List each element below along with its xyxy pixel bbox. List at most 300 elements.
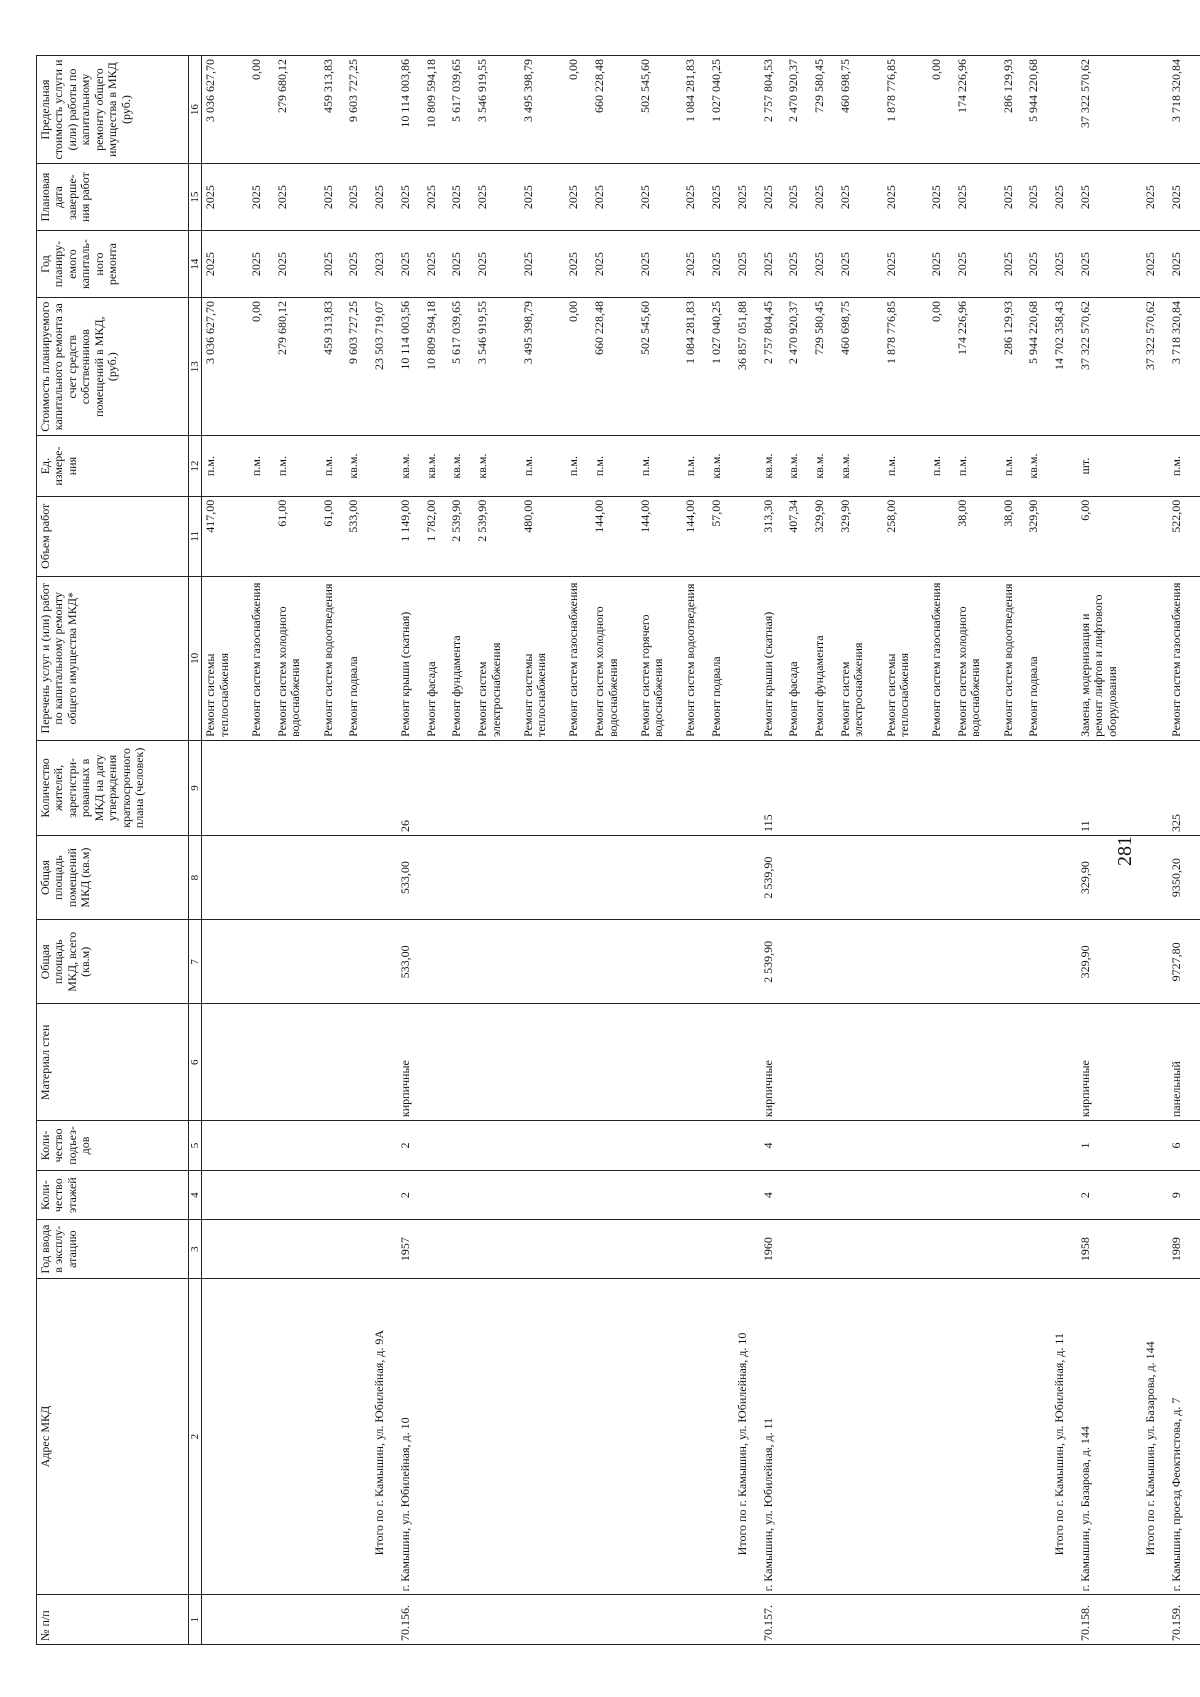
cell-unit [565, 436, 591, 496]
cell-end [1077, 164, 1142, 231]
subtotal-label: Итого по г. Камышин, ул. Юбилейная, д. 10 [734, 1332, 749, 1556]
cell-text: 174 226,96 [955, 301, 970, 356]
cell-text: 9 603 727,25 [346, 301, 361, 365]
cell-floors [1051, 1170, 1077, 1220]
cell-text: 2025 [592, 185, 607, 210]
cell-cost [883, 298, 929, 436]
cell-unit [591, 436, 637, 496]
cell-address [520, 1278, 566, 1595]
col-header: Год ввода в эксплу-атацию [37, 1220, 189, 1278]
cell-text: 1 084 281,83 [683, 301, 698, 365]
cell-address [1051, 1278, 1077, 1595]
cell-built [423, 1220, 449, 1278]
cell-floors [591, 1170, 637, 1220]
filler-cell [1194, 740, 1200, 835]
cell-address [423, 1278, 449, 1595]
cell-entrances [1077, 1121, 1142, 1171]
cell-no [811, 1595, 837, 1645]
cell-text: 2025 [423, 185, 438, 210]
cell-cost [1051, 298, 1077, 436]
cell-text: п.м. [274, 456, 289, 477]
cell-text: 70.156. [397, 1605, 412, 1641]
cell-text: кв.м. [1026, 453, 1041, 479]
cell-text: 459 313,83 [320, 59, 335, 113]
cell-end [1168, 164, 1194, 231]
cell-text: 1958 [1077, 1237, 1092, 1262]
table-row [682, 56, 708, 1645]
table-row [474, 56, 520, 1645]
cell-no [1051, 1595, 1077, 1645]
subtotal-label: Итого по г. Камышин, ул. Юбилейная, д. 9А [372, 1329, 387, 1556]
cell-residents [1051, 740, 1077, 835]
cell-cost [565, 298, 591, 436]
cell-residents [565, 740, 591, 835]
cell-no [883, 1595, 929, 1645]
cell-text: 3 546 919,55 [475, 59, 490, 122]
cell-limit [954, 56, 1000, 164]
cell-floors [345, 1170, 371, 1220]
cell-text: 2 [1077, 1192, 1092, 1199]
table-row [320, 56, 346, 1645]
col-header: Плановая дата заверше-ния работ [37, 164, 189, 231]
cell-entrances [248, 1121, 274, 1171]
work-item: Ремонт фасада [423, 661, 438, 737]
cell-floors [734, 1170, 760, 1220]
cell-built [1025, 1220, 1051, 1278]
work-item: Ремонт крыши (скатная) [760, 611, 775, 737]
cell-limit [1168, 56, 1194, 164]
cell-area-total [448, 920, 474, 1004]
cell-no [1168, 1595, 1194, 1645]
cell-limit [883, 56, 929, 164]
col-number: 7 [189, 920, 202, 1004]
cell-text: 3 546 919,55 [475, 301, 490, 365]
cell-end [708, 164, 734, 231]
cell-unit [785, 436, 811, 496]
cell-text: кв.м. [449, 453, 464, 479]
cell-text: 286 129,93 [1000, 301, 1015, 356]
cell-text: 2025 [397, 252, 412, 277]
cell-text: 729 580,45 [812, 59, 827, 113]
cell-area-rooms [397, 835, 423, 919]
cell-cost [734, 298, 760, 436]
cell-volume [928, 496, 954, 576]
cell-text: 10 114 003,56 [397, 301, 412, 370]
cell-text: 660 228,48 [592, 59, 607, 113]
cell-works [1025, 576, 1051, 740]
cell-text: 1989 [1169, 1237, 1184, 1262]
cell-unit [274, 436, 320, 496]
cell-entrances [1051, 1121, 1077, 1171]
cell-end [591, 164, 637, 231]
table-row [397, 56, 423, 1645]
cell-unit [1142, 436, 1168, 496]
cell-unit [1000, 436, 1026, 496]
work-item: Ремонт систем водоотведения [1000, 583, 1015, 737]
cell-unit [682, 436, 708, 496]
cell-built [1142, 1220, 1168, 1278]
cell-volume [954, 496, 1000, 576]
cell-no [734, 1595, 760, 1645]
cell-works [734, 576, 760, 740]
cell-unit [837, 436, 883, 496]
cell-material [423, 1004, 449, 1121]
cell-text: 2025 [475, 185, 490, 210]
table-row [734, 56, 760, 1645]
cell-volume [371, 496, 397, 576]
cell-floors [274, 1170, 320, 1220]
filler-cell [1194, 1004, 1200, 1121]
cell-text: 2025 [475, 252, 490, 277]
cell-floors [474, 1170, 520, 1220]
cell-text: 1 027 040,25 [709, 59, 724, 122]
cell-year [565, 231, 591, 298]
cell-residents [734, 740, 760, 835]
cell-year [837, 231, 883, 298]
cell-address [1142, 1278, 1168, 1595]
cell-area-total [811, 920, 837, 1004]
filler-cell [1194, 1121, 1200, 1171]
cell-text: п.м. [1000, 456, 1015, 477]
cell-area-rooms [637, 835, 683, 919]
cell-built [637, 1220, 683, 1278]
cell-end [1025, 164, 1051, 231]
cell-text: 2025 [786, 252, 801, 277]
cell-built [837, 1220, 883, 1278]
cell-material [637, 1004, 683, 1121]
cell-residents [520, 740, 566, 835]
cell-text: 10 809 594,18 [423, 301, 438, 371]
cell-text: 480,00 [520, 499, 535, 533]
cell-address [734, 1278, 760, 1595]
cell-no [1000, 1595, 1026, 1645]
cell-end [423, 164, 449, 231]
cell-text: шт. [1077, 457, 1092, 475]
cell-built [345, 1220, 371, 1278]
cell-volume [345, 496, 371, 576]
table-row [371, 56, 397, 1645]
cell-end [474, 164, 520, 231]
cell-cost [591, 298, 637, 436]
cell-works [397, 576, 423, 740]
cell-entrances [954, 1121, 1000, 1171]
cell-entrances [397, 1121, 423, 1171]
cell-text: 115 [760, 814, 775, 832]
cell-text: п.м. [249, 456, 264, 477]
cell-text: 2025 [346, 185, 361, 210]
cell-works [1000, 576, 1026, 740]
cell-cost [785, 298, 811, 436]
cell-volume [837, 496, 883, 576]
work-item: Ремонт систем водоотведения [683, 583, 698, 737]
cell-year [1168, 231, 1194, 298]
cell-text: 522,00 [1169, 499, 1184, 533]
col-header: Общая площадь помещений МКД (кв.м) [37, 835, 189, 919]
cell-volume [682, 496, 708, 576]
cell-area-rooms [320, 835, 346, 919]
cell-text: 2025 [592, 252, 607, 277]
cell-limit [682, 56, 708, 164]
col-header: Стоимость планируемого капитального ремонта за счет средств собственников помещений в МКД, (руб.) [37, 298, 189, 436]
cell-entrances [837, 1121, 883, 1171]
cell-text: 9350,20 [1169, 858, 1184, 898]
cell-works [565, 576, 591, 740]
cell-entrances [345, 1121, 371, 1171]
cell-entrances [1000, 1121, 1026, 1171]
cell-works [811, 576, 837, 740]
cell-volume [202, 496, 248, 576]
cell-built [274, 1220, 320, 1278]
work-item: Ремонт крыши (скатная) [397, 611, 412, 737]
cell-text: п.м. [683, 456, 698, 477]
cell-works [785, 576, 811, 740]
cell-text: 2025 [449, 252, 464, 277]
cell-unit [248, 436, 274, 496]
cell-limit [274, 56, 320, 164]
cell-text: 57,00 [709, 499, 724, 527]
cell-area-total [760, 920, 786, 1004]
cell-material [202, 1004, 248, 1121]
cell-material [320, 1004, 346, 1121]
cell-area-total [1168, 920, 1194, 1004]
cell-end [928, 164, 954, 231]
cell-text: 4 [760, 1192, 775, 1199]
cell-text: 2025 [449, 185, 464, 210]
cell-text: п.м. [520, 456, 535, 477]
cell-text: 36 857 051,88 [734, 301, 749, 371]
cell-works [708, 576, 734, 740]
cell-residents [1168, 740, 1194, 835]
cell-text: 502 545,60 [637, 59, 652, 113]
cell-end [345, 164, 371, 231]
cell-no [837, 1595, 883, 1645]
cell-year [811, 231, 837, 298]
cell-unit [734, 436, 760, 496]
table-row [637, 56, 683, 1645]
cell-year [734, 231, 760, 298]
cell-material [760, 1004, 786, 1121]
cell-area-rooms [682, 835, 708, 919]
cell-residents [474, 740, 520, 835]
cell-entrances [928, 1121, 954, 1171]
cell-end [760, 164, 786, 231]
cell-material [248, 1004, 274, 1121]
cell-area-rooms [811, 835, 837, 919]
work-item: Ремонт систем электроснабжения [475, 642, 503, 737]
cell-text: 2025 [372, 185, 387, 210]
table-row [248, 56, 274, 1645]
table-row [448, 56, 474, 1645]
cell-area-rooms [954, 835, 1000, 919]
cell-area-total [883, 920, 929, 1004]
work-item: Ремонт фундамента [812, 635, 827, 737]
cell-residents [785, 740, 811, 835]
table-row [1168, 56, 1194, 1645]
cell-area-total [1077, 920, 1142, 1004]
cell-text: 0,00 [929, 301, 944, 323]
cell-text: 37 322 570,62 [1077, 59, 1092, 128]
cell-entrances [274, 1121, 320, 1171]
cell-unit [448, 436, 474, 496]
cell-residents [397, 740, 423, 835]
table-row [345, 56, 371, 1645]
cell-text: 2025 [760, 252, 775, 277]
cell-limit [423, 56, 449, 164]
cell-text: кирпичные [397, 1060, 412, 1118]
work-item: Ремонт системы теплоснабжения [520, 652, 549, 737]
work-item: Ремонт систем электроснабжения [838, 642, 866, 737]
cell-residents [811, 740, 837, 835]
cell-material [274, 1004, 320, 1121]
cell-floors [448, 1170, 474, 1220]
cell-text: 2025 [249, 185, 264, 210]
cell-address [474, 1278, 520, 1595]
cell-text: 1 782,00 [423, 499, 438, 542]
cell-volume [423, 496, 449, 576]
cell-no [785, 1595, 811, 1645]
cell-material [954, 1004, 1000, 1121]
table-row [1142, 56, 1168, 1645]
table-row [520, 56, 566, 1645]
cell-text: г. Камышин, проезд Феоктистова, д. 7 [1169, 1397, 1184, 1592]
cell-built [520, 1220, 566, 1278]
table-row [1077, 56, 1142, 1645]
cell-works [474, 576, 520, 740]
col-number: 15 [189, 164, 202, 231]
cell-area-total [202, 920, 248, 1004]
cell-text: 37 322 570,62 [1077, 301, 1092, 371]
cell-no [248, 1595, 274, 1645]
cell-text: г. Камышин, ул. Базарова, д. 144 [1077, 1426, 1092, 1592]
cell-volume [883, 496, 929, 576]
cell-material [1000, 1004, 1026, 1121]
cell-text: 2025 [883, 252, 898, 277]
cell-no [1077, 1595, 1142, 1645]
cell-area-rooms [520, 835, 566, 919]
cell-text: 5 617 039,65 [449, 301, 464, 365]
work-item: Ремонт систем газоснабжения [249, 582, 264, 737]
col-header: Ед. измере-ния [37, 436, 189, 496]
cell-floors [637, 1170, 683, 1220]
cell-cost [1025, 298, 1051, 436]
cell-text: 6,00 [1077, 499, 1092, 521]
cell-text: 417,00 [203, 499, 218, 533]
cell-cost [1000, 298, 1026, 436]
work-item: Ремонт систем водоотведения [320, 583, 335, 737]
cell-area-rooms [345, 835, 371, 919]
cell-built [1051, 1220, 1077, 1278]
cell-works [1077, 576, 1142, 740]
cell-material [1077, 1004, 1142, 1121]
cell-area-total [1000, 920, 1026, 1004]
cell-material [708, 1004, 734, 1121]
cell-cost [274, 298, 320, 436]
cell-unit [1025, 436, 1051, 496]
cell-end [785, 164, 811, 231]
table-row [1051, 56, 1077, 1645]
cell-residents [591, 740, 637, 835]
cell-text: 5 617 039,65 [449, 59, 464, 122]
cell-address [1025, 1278, 1051, 1595]
col-number: 6 [189, 1004, 202, 1121]
cell-works [637, 576, 683, 740]
cell-floors [928, 1170, 954, 1220]
cell-text: 3 495 398,79 [520, 301, 535, 365]
col-header: Коли-чество этажей [37, 1170, 189, 1220]
col-header: Год планиру-емого капиталь-ного ремонта [37, 231, 189, 298]
cell-end [734, 164, 760, 231]
cell-area-total [1142, 920, 1168, 1004]
cell-address [785, 1278, 811, 1595]
cell-volume [248, 496, 274, 576]
cell-cost [474, 298, 520, 436]
cell-text: 2025 [1169, 185, 1184, 210]
filler-cell [1194, 835, 1200, 919]
cell-address [682, 1278, 708, 1595]
work-item: Ремонт подвала [709, 656, 724, 737]
cell-entrances [637, 1121, 683, 1171]
cell-text: 2025 [203, 252, 218, 277]
table-body [202, 56, 1200, 1645]
cell-entrances [565, 1121, 591, 1171]
cell-area-rooms [1168, 835, 1194, 919]
cell-works [274, 576, 320, 740]
cell-built [474, 1220, 520, 1278]
cell-limit [760, 56, 786, 164]
cell-cost [708, 298, 734, 436]
cell-text: 279 680,12 [274, 301, 289, 356]
cell-floors [760, 1170, 786, 1220]
cell-text: 329,90 [1026, 499, 1041, 533]
cell-works [883, 576, 929, 740]
cell-area-total [474, 920, 520, 1004]
column-number-row [189, 56, 202, 1645]
cell-unit [954, 436, 1000, 496]
cell-floors [371, 1170, 397, 1220]
col-header: Предельная стоимость услуги и (или) работы по капитальному ремонту общего имущества в МКД (руб.) [37, 56, 189, 164]
cell-area-total [637, 920, 683, 1004]
cell-text: 2025 [1143, 252, 1158, 277]
cell-volume [708, 496, 734, 576]
cell-area-total [423, 920, 449, 1004]
cell-text: 61,00 [274, 499, 289, 527]
cell-residents [837, 740, 883, 835]
cell-text [736, 1598, 749, 1641]
cell-text: кв.м. [475, 453, 490, 479]
cell-text: 407,34 [786, 499, 801, 533]
cell-year [1000, 231, 1026, 298]
cell-area-rooms [1077, 835, 1142, 919]
work-item: Ремонт системы теплоснабжения [203, 652, 231, 737]
cell-area-rooms [202, 835, 248, 919]
col-header: Адрес МКД [37, 1278, 189, 1595]
col-number: 4 [189, 1170, 202, 1220]
cell-text: 10 114 003,86 [397, 59, 412, 128]
cell-no [760, 1595, 786, 1645]
work-item: Ремонт систем газоснабжения [1169, 582, 1184, 737]
cell-unit [708, 436, 734, 496]
cell-text: п.м. [883, 456, 898, 477]
cell-text: 2025 [838, 252, 853, 277]
cell-address [1000, 1278, 1026, 1595]
filler-cell [1194, 164, 1200, 231]
cell-text: кв.м. [812, 453, 827, 479]
col-number: 11 [189, 496, 202, 576]
cell-address [565, 1278, 591, 1595]
cell-residents [274, 740, 320, 835]
cell-floors [1025, 1170, 1051, 1220]
cell-text: 2025 [320, 252, 335, 277]
